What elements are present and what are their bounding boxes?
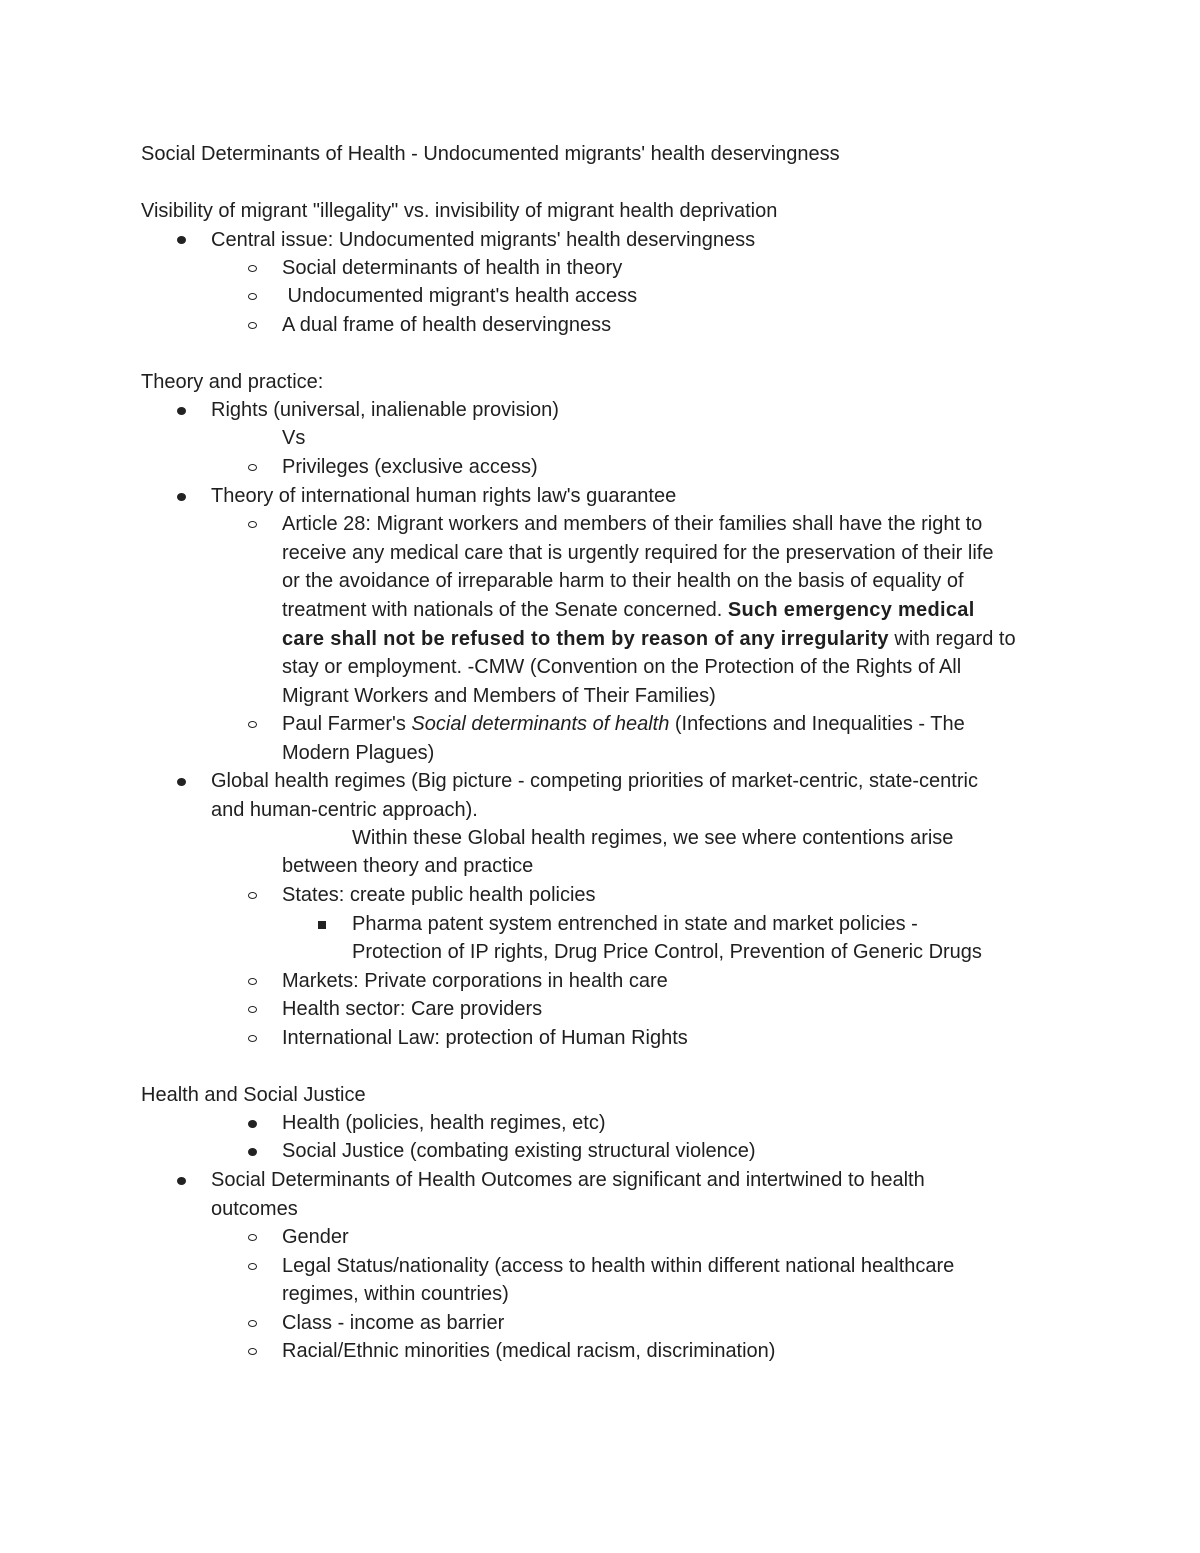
list-item: Health (policies, health regimes, etc) xyxy=(282,1112,606,1134)
bullet-circle-icon xyxy=(248,464,257,471)
list-item: Legal Status/nationality (access to health within different national healthcare xyxy=(282,1255,955,1277)
list-item: Health sector: Care providers xyxy=(282,998,543,1020)
list-item: Social Determinants of Health Outcomes are significant and intertwined to health xyxy=(211,1169,925,1191)
bullet-dot-icon xyxy=(177,778,186,786)
article-28-line: receive any medical care that is urgently required for the preservation of their life xyxy=(282,542,994,564)
article-28-line xyxy=(282,625,1016,653)
bullet-circle-icon xyxy=(248,265,257,272)
list-item: Central issue: Undocumented migrants' health deservingness xyxy=(211,229,756,251)
article-28-line xyxy=(282,596,975,624)
bullet-dot-icon xyxy=(248,1148,257,1156)
bullet-circle-icon xyxy=(248,1263,257,1270)
bullet-circle-icon xyxy=(248,892,257,899)
article-28-text: treatment with nationals of the Senate concerned. xyxy=(282,599,728,621)
bullet-dot-icon xyxy=(177,236,186,244)
list-item: Rights (universal, inalienable provision) xyxy=(211,399,559,421)
list-item: Class - income as barrier xyxy=(282,1312,505,1334)
farmer-text: (Infections and Inequalities - The xyxy=(669,713,965,735)
bullet-circle-icon xyxy=(248,1035,257,1042)
list-item-continued: regimes, within countries) xyxy=(282,1283,509,1305)
list-item-continued: Modern Plagues) xyxy=(282,742,435,764)
bullet-dot-icon xyxy=(248,1120,257,1128)
list-item: Theory of international human rights law's guarantee xyxy=(211,485,677,507)
vs-text: Vs xyxy=(282,427,306,449)
note-line: between theory and practice xyxy=(282,855,534,877)
list-item: A dual frame of health deservingness xyxy=(282,314,612,336)
article-28-emphasis: Such emergency medical xyxy=(727,599,975,621)
bullet-circle-icon xyxy=(248,1234,257,1241)
bullet-circle-icon xyxy=(248,978,257,985)
document-title: Social Determinants of Health - Undocumented migrants' health deservingness xyxy=(141,143,840,165)
bullet-dot-icon xyxy=(177,493,186,501)
section-heading-visibility: Visibility of migrant "illegality" vs. invisibility of migrant health deprivation xyxy=(141,200,778,222)
note-line: Within these Global health regimes, we see where contentions arise xyxy=(352,827,954,849)
bullet-circle-icon xyxy=(248,322,257,329)
list-item: Undocumented migrant's health access xyxy=(282,285,638,307)
list-item: Gender xyxy=(282,1226,349,1248)
section-heading-justice: Health and Social Justice xyxy=(141,1084,366,1106)
list-item-continued: outcomes xyxy=(211,1198,298,1220)
list-item: States: create public health policies xyxy=(282,884,596,906)
section-heading-theory: Theory and practice: xyxy=(141,371,324,393)
article-28-text: with regard to xyxy=(888,628,1016,650)
bullet-circle-icon xyxy=(248,1320,257,1327)
bullet-dot-icon xyxy=(177,1177,186,1185)
list-item-continued: and human-centric approach). xyxy=(211,799,478,821)
list-item: Social Justice (combating existing structural violence) xyxy=(282,1140,756,1162)
list-item-continued: Protection of IP rights, Drug Price Control, Prevention of Generic Drugs xyxy=(352,941,982,963)
list-item xyxy=(282,710,965,738)
list-item: Privileges (exclusive access) xyxy=(282,456,538,478)
bullet-circle-icon xyxy=(248,1006,257,1013)
list-item: Racial/Ethnic minorities (medical racism, discrimination) xyxy=(282,1340,776,1362)
list-item: Social determinants of health in theory xyxy=(282,257,623,279)
bullet-circle-icon xyxy=(248,521,257,528)
list-item: International Law: protection of Human Rights xyxy=(282,1027,688,1049)
bullet-dot-icon xyxy=(177,407,186,415)
article-28-line: Article 28: Migrant workers and members of their families shall have the right to xyxy=(282,513,983,535)
bullet-circle-icon xyxy=(248,293,257,300)
article-28-line: Migrant Workers and Members of Their Families) xyxy=(282,685,716,707)
farmer-book-title: Social determinants of health xyxy=(411,713,670,735)
farmer-text: Paul Farmer's xyxy=(282,713,412,735)
article-28-line: or the avoidance of irreparable harm to their health on the basis of equality of xyxy=(282,570,964,592)
article-28-emphasis: care shall not be refused to them by reason of any irregularity xyxy=(282,628,889,650)
bullet-square-icon xyxy=(318,921,326,929)
bullet-circle-icon xyxy=(248,721,257,728)
list-item: Markets: Private corporations in health care xyxy=(282,970,668,992)
bullet-circle-icon xyxy=(248,1348,257,1355)
article-28-line: stay or employment. -CMW (Convention on the Protection of the Rights of All xyxy=(282,656,962,678)
list-item: Global health regimes (Big picture - competing priorities of market-centric, state-centric xyxy=(211,770,978,792)
list-item: Pharma patent system entrenched in state and market policies - xyxy=(352,913,918,935)
